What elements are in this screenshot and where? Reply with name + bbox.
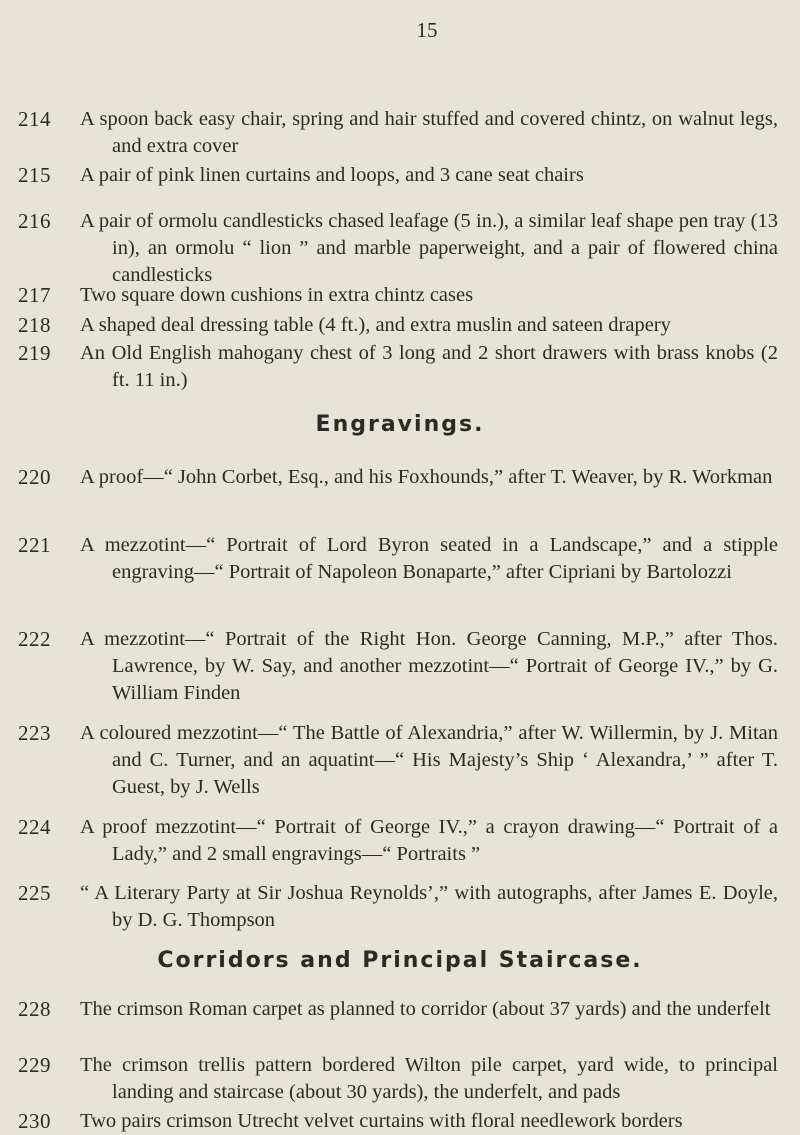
lot-description: A spoon back easy chair, spring and hair stuffed and covered chintz, on walnut legs, and extra cover bbox=[80, 108, 778, 157]
lot-entry bbox=[18, 720, 778, 801]
lot-description: A proof—“ John Corbet, Esq., and his Foxhounds,” after T. Weaver, by R. Workman bbox=[80, 466, 773, 488]
lot-number: 215 bbox=[18, 163, 51, 187]
lot-description: Two square down cushions in extra chintz cases bbox=[80, 284, 474, 306]
lot-number: 217 bbox=[18, 283, 51, 307]
lot-description: The crimson Roman carpet as planned to corridor (about 37 yards) and the underfelt bbox=[80, 998, 771, 1020]
lot-description: The crimson trellis pattern bordered Wilton pile carpet, yard wide, to principal landing and staircase (about 30 yards), the underfelt, and pads bbox=[80, 1054, 778, 1103]
lot-number: 220 bbox=[18, 465, 51, 489]
lot-number: 218 bbox=[18, 313, 51, 337]
lot-entry bbox=[18, 996, 778, 1023]
lot-number: 224 bbox=[18, 815, 51, 839]
lot-entry bbox=[18, 464, 778, 491]
lot-description: An Old English mahogany chest of 3 long and 2 short drawers with brass knobs (2 ft. 11 in.) bbox=[80, 342, 778, 391]
lot-entry bbox=[18, 532, 778, 586]
lot-number: 225 bbox=[18, 881, 51, 905]
lot-description: A shaped deal dressing table (4 ft.), and extra muslin and sateen drapery bbox=[80, 314, 671, 336]
page-number: 15 bbox=[416, 18, 438, 42]
lot-entry bbox=[18, 340, 778, 394]
lot-number: 228 bbox=[18, 997, 51, 1021]
lot-entry bbox=[18, 1108, 778, 1135]
lot-number: 230 bbox=[18, 1109, 51, 1133]
lot-entry bbox=[18, 162, 778, 189]
lot-entry bbox=[18, 814, 778, 868]
lot-number: 221 bbox=[18, 533, 51, 557]
lot-description: A proof mezzotint—“ Portrait of George IV.,” a crayon drawing—“ Portrait of a Lady,” and 2 small engravings—“ Portraits ” bbox=[80, 816, 778, 865]
lot-entry bbox=[18, 282, 778, 309]
lot-description: A coloured mezzotint—“ The Battle of Alexandria,” after W. Willermin, by J. Mitan and C. Turner, and an aquatint—“ His Majesty’s Ship ‘ Alexandra,’ ” after T. Guest, by J. Wells bbox=[80, 722, 778, 798]
lot-number: 223 bbox=[18, 721, 51, 745]
lot-description: A mezzotint—“ Portrait of Lord Byron seated in a Landscape,” and a stipple engraving—“ Portrait of Napoleon Bonaparte,” after Cipriani by Bartolozzi bbox=[80, 534, 778, 583]
lot-entry bbox=[18, 880, 778, 934]
lot-entry bbox=[18, 106, 778, 160]
lot-entry bbox=[18, 312, 778, 339]
section-heading-corridors: Corridors and Principal Staircase. bbox=[157, 948, 643, 973]
lot-number: 229 bbox=[18, 1053, 51, 1077]
lot-number: 219 bbox=[18, 341, 51, 365]
lot-entry bbox=[18, 1052, 778, 1106]
lot-number: 214 bbox=[18, 107, 51, 131]
lot-number: 222 bbox=[18, 627, 51, 651]
lot-description: A pair of pink linen curtains and loops, and 3 cane seat chairs bbox=[80, 164, 584, 186]
lot-description: “ A Literary Party at Sir Joshua Reynolds’,” with autographs, after James E. Doyle, by D. G. Thompson bbox=[80, 882, 778, 931]
section-heading-engravings: Engravings. bbox=[315, 412, 485, 437]
lot-entry bbox=[18, 208, 778, 289]
lot-description: Two pairs crimson Utrecht velvet curtains with floral needlework borders bbox=[80, 1110, 683, 1132]
lot-description: A pair of ormolu candlesticks chased leafage (5 in.), a similar leaf shape pen tray (13 in), an ormolu “ lion ” and marble paperweight, and a pair of flowered china candlesticks bbox=[80, 210, 778, 286]
lot-number: 216 bbox=[18, 209, 51, 233]
lot-description: A mezzotint—“ Portrait of the Right Hon. George Canning, M.P.,” after Thos. Lawrence, by W. Say, and another mezzotint—“ Portrait of George IV.,” by G. William Finden bbox=[80, 628, 778, 704]
lot-entry bbox=[18, 626, 778, 707]
